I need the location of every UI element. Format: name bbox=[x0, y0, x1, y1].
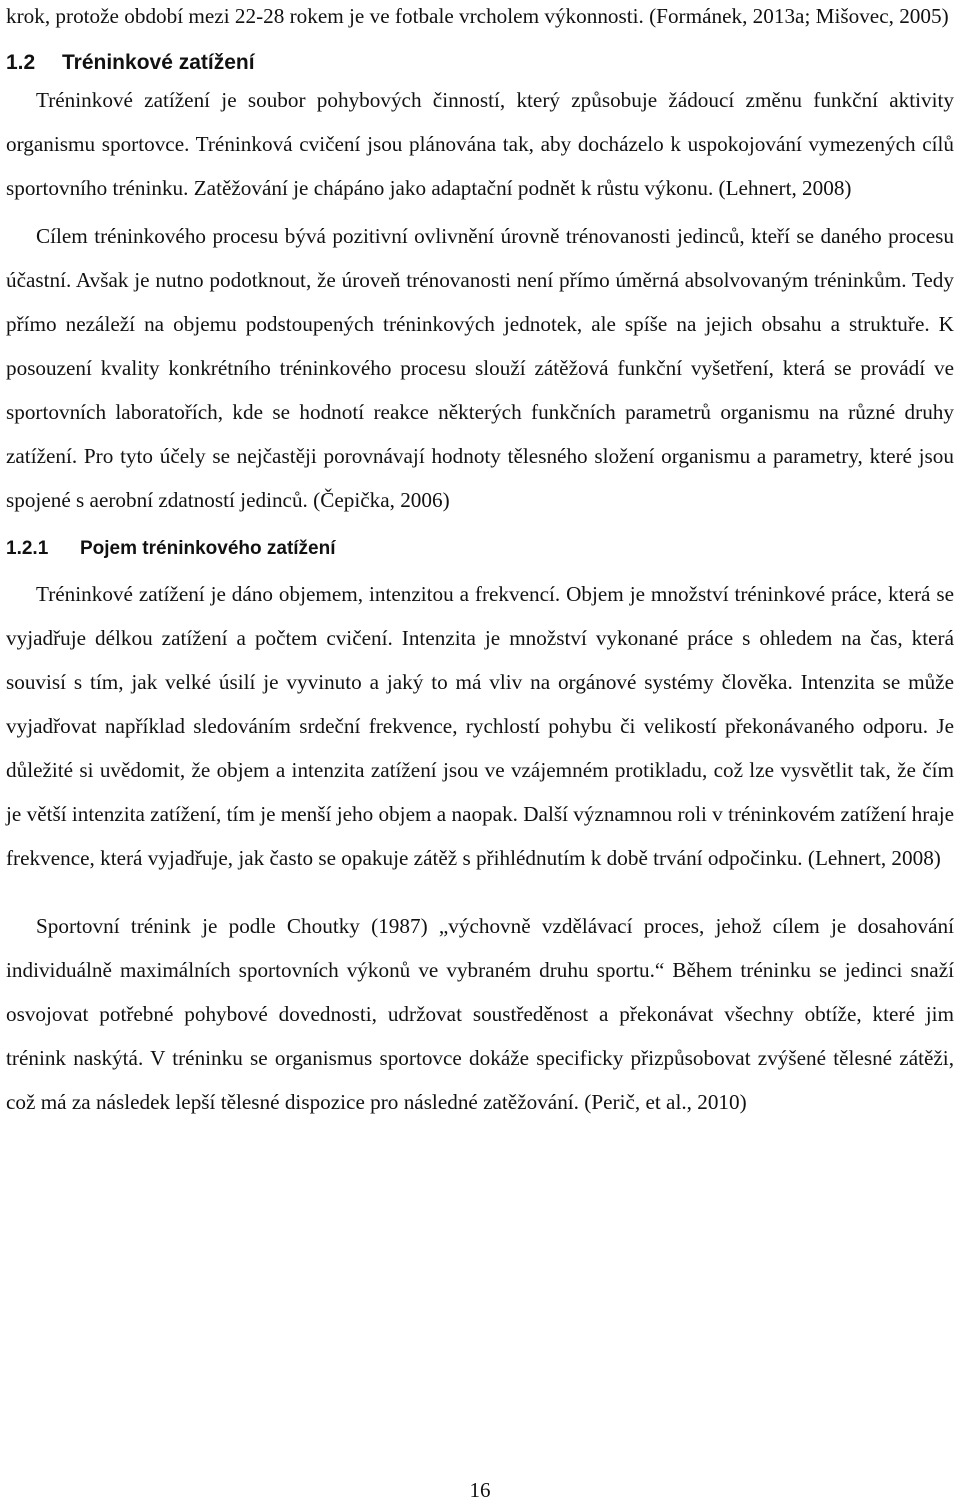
paragraph-load-components: Tréninkové zatížení je dáno objemem, intenzitou a frekvencí. Objem je množství tréninkové práce, která se vyjadřuje délkou zatížení a počtem cvičení. Intenzita je množství vykonané práce s ohledem na čas, která souvisí s tím, jak velké úsilí je vyvinuto a jaký to má vliv na orgánové systémy člověka. Intenzita se může vyjadřovat například sledováním srdeční frekvence, rychlostí pohybu či velikostí překonávaného odporu. Je důležité si uvědomit, že objem a intenzita zatížení jsou ve vzájemném protikladu, což lze vysvětlit tak, že čím je větší intenzita zatížení, tím je menší jeho objem a naopak. Další významnou roli v tréninkovém zatížení hraje frekvence, která vyjadřuje, jak často se opakuje zátěž s přihlédnutím k době trvání odpočinku. (Lehnert, 2008) bbox=[6, 582, 954, 870]
paragraph-sports-training: Sportovní trénink je podle Choutky (1987) „výchovně vzdělávací proces, jehož cílem je dosahování individuálně maximálních sportovních výkonů ve vybraném druhu sportu.“ Během tréninku se jedinci snaží osvojovat potřebné pohybové dovednosti, udržovat soustředěnost a překonávat všechny obtíže, které jim trénink naskýtá. V tréninku se organismus sportovce dokáže specificky přizpůsobovat zvýšené tělesné zátěži, což má za následek lepší tělesné dispozice pro následné zatěžování. (Perič, et al., 2010) bbox=[6, 914, 954, 1114]
paragraph-training-load-definition: Tréninkové zatížení je soubor pohybových činností, který způsobuje žádoucí změnu funkční aktivity organismu sportovce. Tréninková cvičení jsou plánována tak, aby docházelo k uspokojování vymezených cílů sportovního tréninku. Zatěžování je chápáno jako adaptační podnět k růstu výkonu. (Lehnert, 2008) bbox=[6, 88, 954, 200]
subsection-heading bbox=[6, 534, 954, 564]
section-title: Tréninkové zatížení bbox=[62, 51, 255, 74]
section-number: 1.2 bbox=[6, 51, 36, 74]
section-heading bbox=[6, 48, 954, 78]
section-heading-text bbox=[6, 48, 954, 78]
subsection-heading-text bbox=[6, 534, 954, 564]
paragraph-training-process-goal: Cílem tréninkového procesu bývá pozitivní ovlivnění úrovně trénovanosti jedinců, kteří se daného procesu účastní. Avšak je nutno podotknout, že úroveň trénovanosti není přímo úměrná absolvovaným tréninkům. Tedy přímo nezáleží na objemu podstoupených tréninkových jednotek, ale spíše na jejich obsahu a struktuře. K posouzení kvality konkrétního tréninkového procesu slouží zátěžová funkční vyšetření, která se provádí ve sportovních laboratořích, kde se hodnotí reakce některých funkčních parametrů organismu na různé druhy zatížení. Pro tyto účely se nejčastěji porovnávají hodnoty tělesného složení organismu a parametry, které jsou spojené s aerobní zdatností jedinců. (Čepička, 2006) bbox=[6, 224, 954, 512]
page-number: 16 bbox=[469, 1478, 491, 1502]
paragraph-continuation: krok, protože období mezi 22-28 rokem je ve fotbale vrcholem výkonnosti. (Formánek, 2013a; Mišovec, 2005) bbox=[6, 4, 949, 28]
subsection-title: Pojem tréninkového zatížení bbox=[80, 538, 336, 559]
subsection-number: 1.2.1 bbox=[6, 538, 49, 559]
paragraph-gap bbox=[6, 880, 954, 904]
